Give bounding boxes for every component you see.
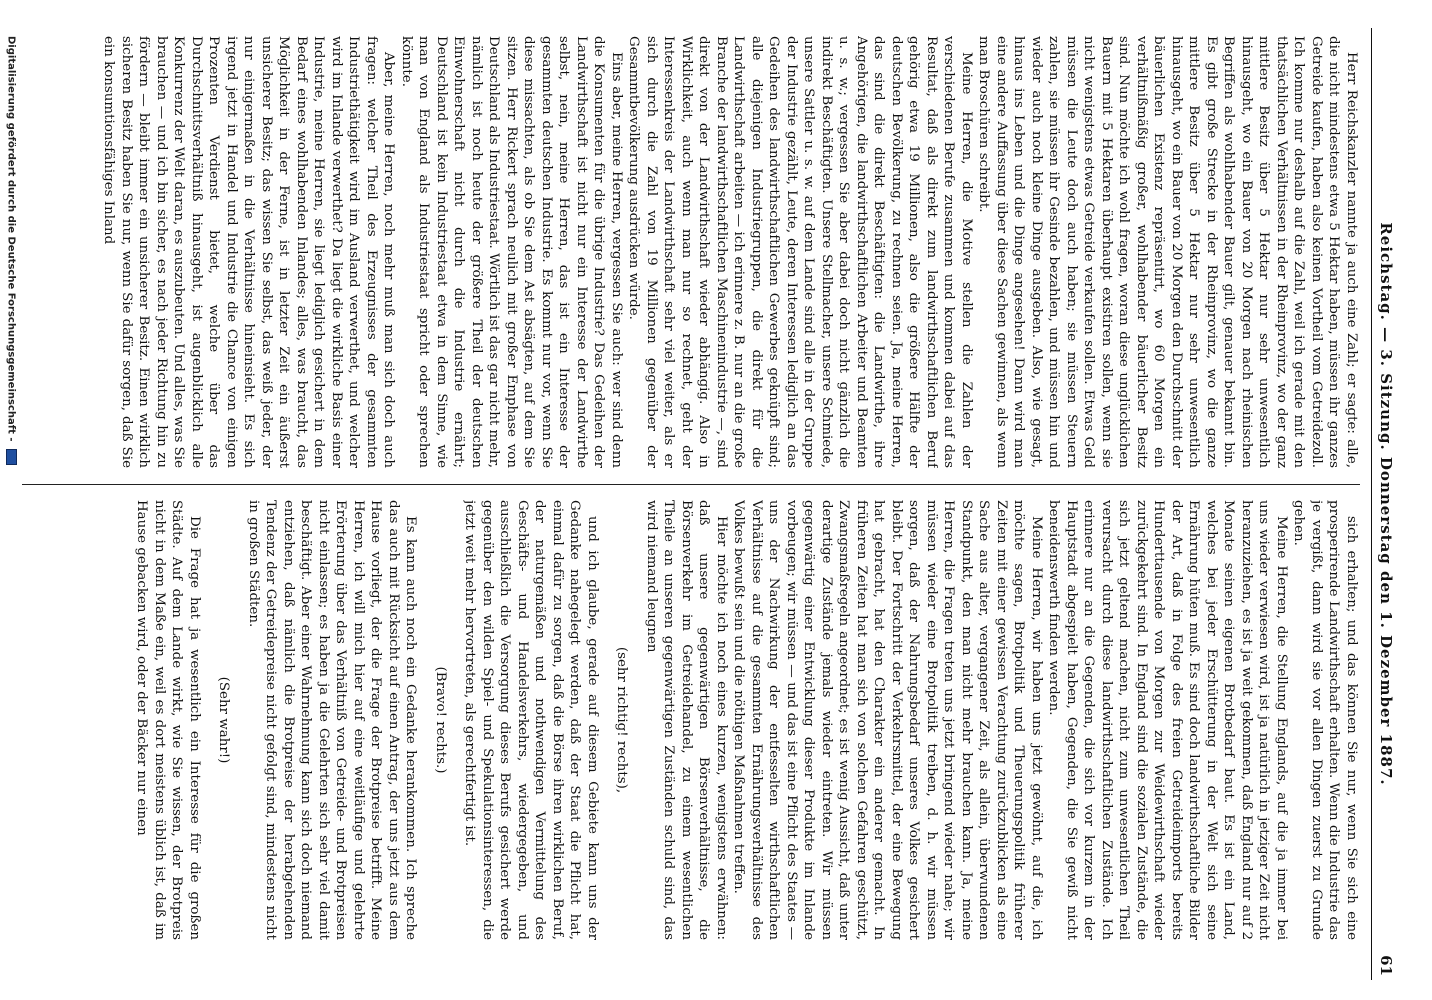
page-header (1371, 28, 1398, 980)
right-column (22, 500, 1360, 940)
right-paragraph-5: und ich glaube, gerade auf diesem Gebiete kann uns der Gedanke nahegelegt werden, daß der Staat die Pflicht hat, einmal dafür zu sorgen, daß die Börse ihren wirklichen Beruf, der naturgemäßen und nothwendigen Vermittelung des Geschäfts- und Handelsverkehrs, wiedergegeben, und ausschließlich die Versorgung dieses Berufs gesichert werde gegenüber den wilden Spiel- und Spekulationsinteressen, die jetzt weit mehr hervortreten, als gerechtfertigt ist. (462, 500, 600, 940)
right-paragraph-1: sich erhalten; und das können Sie nur, wenn Sie sich eine prosperirende Landwirthschaft erhalten. Wenn die Industrie das je vergißt, dann wird sie vor allen Dingen zuerst zu Grunde gehen. (1291, 500, 1359, 940)
dfg-logo-icon (7, 449, 18, 465)
interjection-sehr-wahr: (Sehr wahr!) (216, 676, 232, 764)
right-paragraph-3: Meine Herren, wir haben uns jetzt gewöhnt, auf die, ich möchte sagen, Brotpolitik und Theuerungspolitik früherer Zeiten mit einer gewissen Verachtung zurückzublicken als eine Sache aus alter, vergangener Zeit, als allein, überwundenen Standpunkt, den man nicht mehr brauchen kann. Ja, meine Herren, die Fragen treten uns jetzt bringend wieder nahe; wir müssen wieder eine Brotpolitik treiben, d. h. wir müssen sorgen, daß der Nahrungsbedarf unseres Volkes gesichert bleibt. Der Fortschritt der Verkehrsmittel, der eine Bewegung hat gebracht, hat den Charakter ein anderer gemacht. In früheren Zeiten hat man sich von solchen Gefahren geschützt, Zwangsmaßregeln angeordnet; es ist wenig Aussicht, daß unter derartige Zustände jemals wieder eintreten. Wir müssen gegenwärtig einer Entwicklung dieser Produkte im Inlande vorbeugen; wir müssen — und das ist eine Pflicht des Staates — uns der Nachwirkung der entfesselten wirthschaftlichen Verhältnisse auf die gesammten Ernährungsverhältnisse des Volkes bewußt sein und die nöthigen Maßnahmen treffen. (731, 500, 1044, 940)
left-paragraph-1: Herr Reichskanzler nannte ja auch eine Zahl; er sagte: alle, die nicht mindestens etwa 5 Hektar haben, müssen ihr ganzes Getreide kaufen, haben also keinen Vortheil vom Getreidezoll. Ich komme nur deshalb auf die Zahl, weil ich gerade mit den thatsächlichen Verhältnissen in der Rheinprovinz, wo der ganz mittlere Besitz über 5 Hektar nur sehr unwesentlich hinausgeht, wo ein Bauer von 20 Morgen nach rheinischen Begriffen als wohlhabender Bauer gilt, genauer bekannt bin. Es gibt große Strecke in der Rheinprovinz, wo die ganze mittlere Besitz über 5 Hektar nur sehr unwesentlich hinausgeht, wo ein Bauer von 20 Morgen den Durchschnitt der bäuerlichen Existenz repräsentirt, wo 60 Morgen ein verhältnißmäßig großer, wohlhabender bäuerlicher Besitz sind. Nun möchte ich wohl fragen, woran diese unglücklichen Bauern mit 5 Hektaren überhaupt existiren sollen, wenn sie nicht wenigstens etwas Getreide verkaufen sollen. Etwas Geld müssen die Leute doch auch haben; sie müssen Steuern zahlen, sie müssen ihr Gesinde bezahlen, und müssen hin und wieder auch noch kleine Dinge ausgeben. Also, wie gesagt, hinaus ins Leben und die Dinge angesehen! Dann wird man eine andere Auffassung über diese Sachen gewinnen, als wenn man Broschüren schreibt. (976, 36, 1359, 468)
digitization-credit (6, 36, 18, 800)
left-paragraph-4: Aber, meine Herren, noch mehr muß man sich doch auch fragen: welcher Theil des Erzeugnisses der gesammten Industriethätigkeit wird im Ausland verwerthet, und welcher wird im Inlande verwerthet? Da liegt die wirkliche Basis einer Industrie, meine Herren, sie liegt lediglich gesichert in dem Bedarf eines wohlhabenden Inlandes; alles, was braucht, das Möglichkeit in der Ferne, ist in letzter Zeit ein äußerst unsicherer Besitz; das wissen Sie selbst, das weiß jeder, der nur einigermaßen in die Verhältnisse hineinsieht. Es sich irgend jetzt in Handel und Industrie die Chance von einigen Prozenten Verdienst bietet, welche über das Durchschnittsverhältniß hinausgeht, ist augenblicklich alle Konkurrenz der Welt daran, es auszubeuten. Und alles, was Sie brauchen — und ich bin sicher, es nach jeder Richtung hin zu fördern — bleibt immer ein unsicherer Besitz. Einen wirklich sicheren Besitz haben Sie nur, wenn Sie dafür sorgen, daß Sie ein konsumtionsfähiges Inland (101, 36, 397, 468)
interjection-sehr-richtig: (sehr richtig! rechts), (614, 646, 630, 794)
left-paragraph-3: Eins aber, meine Herren, vergessen Sie auch: wer sind denn die Konsumenten für die übrige Industrie? Das Gedeihen der Landwirthschaft ist nicht nur ein Interesse der Landwirthe selbst, nein, meine Herren, das ist ein Interesse der gesammten deutschen Industrie. Es kommt nur vor, wenn Sie diese missachten, als ob Sie dem Ast absägten, auf dem Sie sitzen. Herr Rickert sprach neulich mit großer Emphase von Deutschland als Industriestaat. Wörtlich ist das gar nicht mehr, nämlich ist noch heute der größere Theil der deutschen Einwohnerschaft nicht durch die Industrie ernährt; Deutschland ist kein Industriestaat etwa in dem Sinne, wie man von England als Industriestaat spricht oder sprechen könnte. (399, 36, 624, 468)
left-paragraph-2: Meine Herren, die Motive stellen die Zahlen der verschiedenen Berufe zusammen und kommen dabei auf das Resultat, daß als direkt zum landwirthschaftlichen Beruf gehörig etwa 19 Millionen, also die größere Hälfte der deutschen Bevölkerung, zu rechnen seien. Ja, meine Herren, das sind die direkt Beschäftigten: die Landwirthe, ihre Angehörigen, die landwirthschaftlichen Arbeiter und Beamten u. s. w.; vergessen Sie aber dabei doch nicht gänzlich die indirekt Beschäftigten. Unsere Stellmacher, unsere Schmiede, unsere Sattler u. s. w. auf dem Lande sind alle in der Gruppe der Industrie gezählt, Leute, deren Interessen lediglich an das Gedeihen des landwirthschaftlichen Gewerbes geknüpft sind; alle diejenigen Industriegruppen, die direkt für die Landwirthschaft arbeiten — ich erinnere z. B. nur an die große Branche der landwirthschaftlichen Maschinenindustrie —, sind direkt von der Landwirthschaft wieder abhängig. Also in Wirklichkeit, auch wenn man nur so rechnet, geht der Interessenkreis der Landwirthschaft sehr viel weiter, als er sich durch die Zahl von 19 Millionen gegenüber der Gesammtbevölkerung ausdrücken würde. (626, 36, 974, 468)
interjection-bravo: (Bravo! rechts.) (433, 666, 448, 774)
header-title: Reichstag. — 3. Sitzung. Donnerstag den 1. Dezember 1887. (1377, 222, 1395, 786)
right-paragraph-6: Es kann auch noch ein Gedanke herankommen. Ich spreche das auch mit Rücksicht auf einen Antrag, der uns jetzt aus dem Hause vorliegt, der die Frage der Brotpreise betrifft. Meine Herren, ich will mich hier auf eine weitläufige und gelehrte Erörterung über das Verhältniß von Getreide- und Brotpreisen nicht einlassen; es haben ja die Gelehrten sich sehr viel damit beschäftigt. Aber einer Wahrnehmung kann sich doch niemand entziehen, daß nämlich die Brotpreise der herabgehenden Tendenz der Getreidepreise nicht gefolgt sind, mindestens nicht in großen Städten. (246, 500, 419, 940)
right-paragraph-4: Hier möchte ich noch eines kurzen, wenigstens erwähnen: daß unsere gegenwärtigen Börsenverhältnisse, die Börsenverkehr im Getreidehandel, zu einem wesentlichen Theile an unseren gegenwärtigen Zuständen schuld sind, das wird niemand leugnen (644, 500, 729, 940)
credit-text: Digitalisierung gefördert durch die Deutsche Forschungsgemeinschaft - (6, 36, 17, 442)
page-number: 61 (1377, 955, 1395, 976)
column-divider (22, 484, 1360, 485)
left-column (22, 36, 1360, 468)
right-paragraph-2: Meine Herren, die Stellung Englands, auf die ja immer bei uns wieder verwiesen wird, ist ja natürlich in jetziger Zeit nicht heranzuziehen, es ist ja weit gekommen, daß England nur auf 2 Monate seinen eigenen Brotbedarf baut. Es ist ein Land, welches bei jeder Erschütterung in der Welt sich seine Ernährung hüten muß. Es sind doch landwirthschaftliche Bilder der Art, daß in Folge des freien Getreideimports bereits Hunderttausende von Morgen zur Weidewirthschaft wieder zurückgekehrt sind. In England sind die sozialen Zustände, die sich jetzt geltend machen, nicht zum unwesentlichen Theil verursacht durch diese landwirthschaftlichen Zustände. Ich erinnere nur an die Gegenden, die sich vor kurzem in der Hauptstadt abgespielt haben, Gegenden, die Sie gewiß nicht beneidenswerth finden werden. (1046, 500, 1289, 940)
right-paragraph-7: Die Frage hat ja wesentlich ein Interesse für die großen Städte. Auf dem Lande wirkt, wie Sie wissen, der Brotpreis nicht in dem Maße ein, weil es dort meistens üblich ist, daß im Hause gebacken wird, oder der Bäcker nur einen (134, 500, 202, 940)
